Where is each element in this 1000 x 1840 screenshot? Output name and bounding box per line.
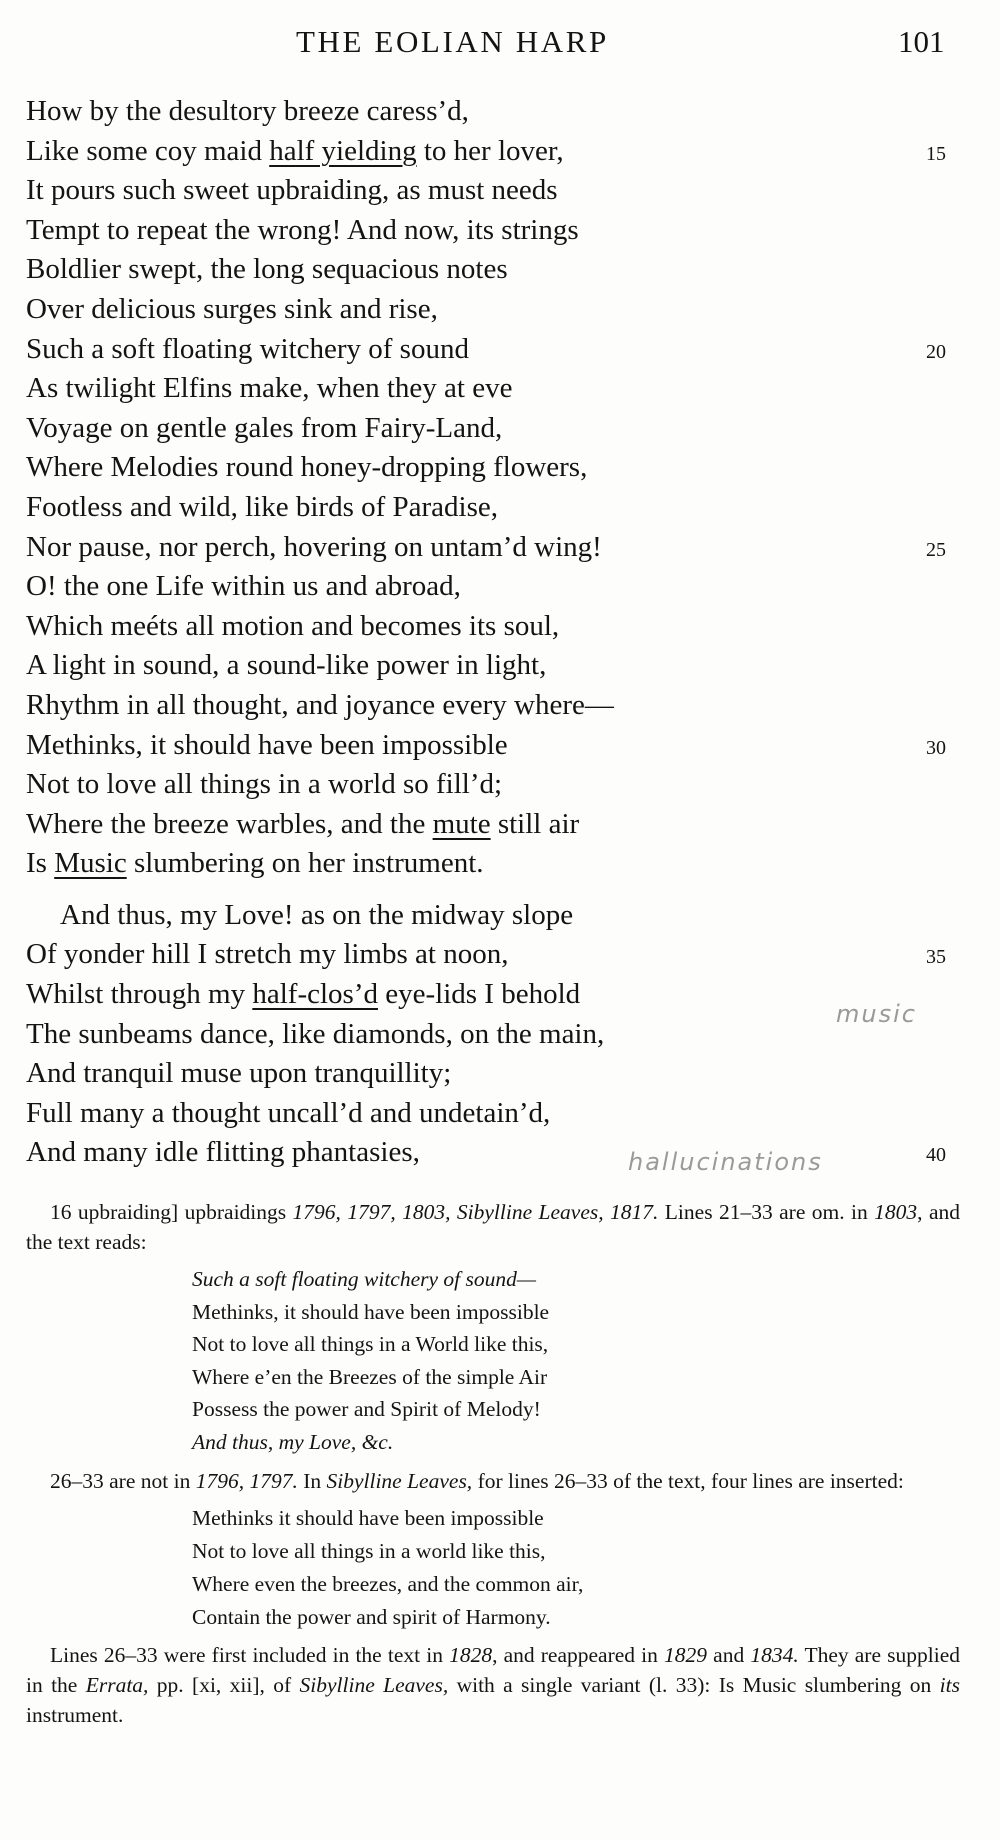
- variant-line: Contain the power and spirit of Harmony.: [192, 1605, 551, 1629]
- line-text: Rhythm in all thought, and joyance every where—: [26, 688, 614, 721]
- poem-line: [26, 1094, 966, 1134]
- note-paragraph: [26, 1466, 960, 1496]
- line-number: 35: [926, 946, 946, 969]
- note-text: , and reappeared in: [492, 1643, 665, 1667]
- note-text: 1796, 1797.: [195, 1469, 298, 1493]
- line-number: 40: [926, 1144, 946, 1167]
- line-text: Whilst through my: [26, 978, 253, 1011]
- poem-line: [26, 132, 966, 172]
- note-text: 1796, 1797, 1803, Sibylline Leaves, 1817.: [292, 1200, 659, 1224]
- poem-line: [26, 844, 966, 884]
- poem-line: [26, 369, 966, 409]
- note-text: instrument.: [26, 1703, 124, 1727]
- poem-line: [26, 607, 966, 647]
- variant-line: Where even the breezes, and the common air,: [192, 1572, 584, 1596]
- underlined-phrase: mute: [432, 807, 491, 840]
- note-text: They are supplied in the: [26, 1643, 960, 1697]
- line-text: Footless and wild, like birds of Paradise,: [26, 490, 499, 523]
- poem-line: [26, 1054, 966, 1094]
- note-text: Lines 26–33 were first included in the text in: [50, 1643, 450, 1667]
- poem-line: [26, 528, 966, 568]
- line-text: Where the breeze warbles, and the: [26, 807, 433, 840]
- quoted-variant: [26, 1263, 960, 1458]
- note-text: 16 upbraiding] upbraidings: [50, 1200, 293, 1224]
- poem-line: [26, 805, 966, 845]
- note-text: In: [297, 1469, 327, 1493]
- underlined-phrase: half-clos’d: [252, 978, 378, 1011]
- line-text: Is: [26, 847, 55, 880]
- note-text: its: [939, 1673, 960, 1697]
- line-text: still air: [490, 807, 580, 840]
- poem-line: [26, 211, 966, 251]
- poem-line: [26, 330, 966, 370]
- poem-line: [26, 409, 966, 449]
- line-text: The sunbeams dance, like diamonds, on the main,: [26, 1017, 605, 1050]
- underlined-phrase: half yielding: [269, 134, 417, 167]
- note-text: Sibylline Leaves,: [299, 1673, 449, 1697]
- line-text: It pours such sweet upbraiding, as must needs: [26, 174, 558, 207]
- note-text: 1828: [449, 1643, 493, 1667]
- poem-line: [26, 567, 966, 607]
- note-text: 1834.: [750, 1643, 799, 1667]
- line-text: Voyage on gentle gales from Fairy-Land,: [26, 411, 503, 444]
- line-number: 30: [926, 736, 946, 759]
- variant-line: Possess the power and Spirit of Melody!: [192, 1397, 541, 1421]
- line-text: Of yonder hill I stretch my limbs at noon,: [26, 938, 509, 971]
- poem-line: [26, 765, 966, 805]
- line-text: Full many a thought uncall’d and undetain’d,: [26, 1096, 551, 1129]
- note-text: Sibylline Leaves,: [326, 1469, 473, 1493]
- note-text: Errata,: [85, 1673, 149, 1697]
- quoted-variant: [26, 1502, 960, 1634]
- variant-line: Where e’en the Breezes of the simple Air: [192, 1364, 548, 1389]
- page-title: THE EOLIAN HARP: [296, 24, 609, 59]
- line-text: to her lover,: [416, 134, 564, 167]
- line-text: And many idle flitting phantasies,: [26, 1136, 420, 1169]
- note-text: for lines 26–33 of the text, four lines are inserted:: [472, 1469, 904, 1493]
- underlined-phrase: Music: [54, 847, 127, 880]
- line-text: Nor pause, nor perch, hovering on untam’d wing!: [26, 530, 602, 563]
- line-text: O! the one Life within us and abroad,: [26, 570, 461, 603]
- textual-notes: [26, 1197, 960, 1730]
- poem-text: [26, 92, 966, 1173]
- line-text: A light in sound, a sound-like power in light,: [26, 649, 547, 682]
- note-paragraph: [26, 1197, 960, 1257]
- running-header: [0, 24, 1000, 70]
- poem-line: [26, 171, 966, 211]
- note-text: Lines 21–33 are om. in: [658, 1200, 875, 1224]
- poem-line: [26, 92, 966, 132]
- poem-line: [26, 646, 966, 686]
- line-number: 20: [926, 340, 946, 363]
- line-text: Like some coy maid: [26, 134, 270, 167]
- note-text: , and the text reads:: [26, 1200, 960, 1254]
- poem-line: [26, 935, 966, 975]
- note-text: 1829: [664, 1643, 708, 1667]
- handwritten-margin-note: hallucinations: [628, 1148, 823, 1176]
- variant-line: Not to love all things in a world like this,: [192, 1539, 546, 1563]
- note-text: pp. [xi, xii], of: [148, 1673, 300, 1697]
- poem-line: [26, 1015, 966, 1055]
- line-text: Where Melodies round honey-dropping flowers,: [26, 451, 588, 484]
- handwritten-margin-note: music: [836, 1000, 917, 1028]
- poem-line: [26, 686, 966, 726]
- note-text: 1803: [874, 1200, 918, 1224]
- line-text: Which meéts all motion and becomes its soul,: [26, 609, 560, 642]
- variant-line: Methinks it should have been impossible: [192, 1506, 544, 1530]
- note-text: 26–33 are not in: [50, 1469, 196, 1493]
- line-text: Such a soft floating witchery of sound: [26, 332, 469, 365]
- stanza-break: [26, 884, 966, 896]
- poem-line: [26, 448, 966, 488]
- note-text: with a single variant (l. 33): Is Music slumbering on: [448, 1673, 940, 1697]
- note-text: and: [707, 1643, 751, 1667]
- poem-line: [26, 726, 966, 766]
- variant-line: And thus, my Love, &c.: [192, 1429, 394, 1454]
- line-text: eye-lids I behold: [377, 978, 581, 1011]
- line-number: 25: [926, 538, 946, 561]
- poem-line: [26, 250, 966, 290]
- line-text: And tranquil muse upon tranquillity;: [26, 1057, 452, 1090]
- poem-line: [26, 488, 966, 528]
- line-text: Tempt to repeat the wrong! And now, its strings: [26, 213, 579, 246]
- variant-line: Methinks, it should have been impossible: [192, 1299, 550, 1324]
- line-number: 15: [926, 142, 946, 165]
- poem-line: [26, 975, 966, 1015]
- poem-line: [26, 290, 966, 330]
- line-text: As twilight Elfins make, when they at eve: [26, 372, 513, 405]
- line-text: Boldlier swept, the long sequacious notes: [26, 253, 508, 286]
- line-text: Over delicious surges sink and rise,: [26, 292, 438, 325]
- variant-line: Not to love all things in a World like this,: [192, 1332, 549, 1356]
- page-number: 101: [898, 24, 945, 59]
- line-text: Methinks, it should have been impossible: [26, 728, 508, 761]
- note-paragraph: [26, 1640, 960, 1730]
- line-text: slumbering on her instrument.: [126, 847, 484, 880]
- poem-line: [26, 896, 966, 936]
- variant-line: Such a soft floating witchery of sound—: [192, 1267, 536, 1291]
- line-text: And thus, my Love! as on the midway slope: [60, 898, 574, 931]
- line-text: How by the desultory breeze caress’d,: [26, 95, 469, 127]
- poem-line: [26, 1133, 966, 1173]
- line-text: Not to love all things in a world so fill’d;: [26, 768, 503, 801]
